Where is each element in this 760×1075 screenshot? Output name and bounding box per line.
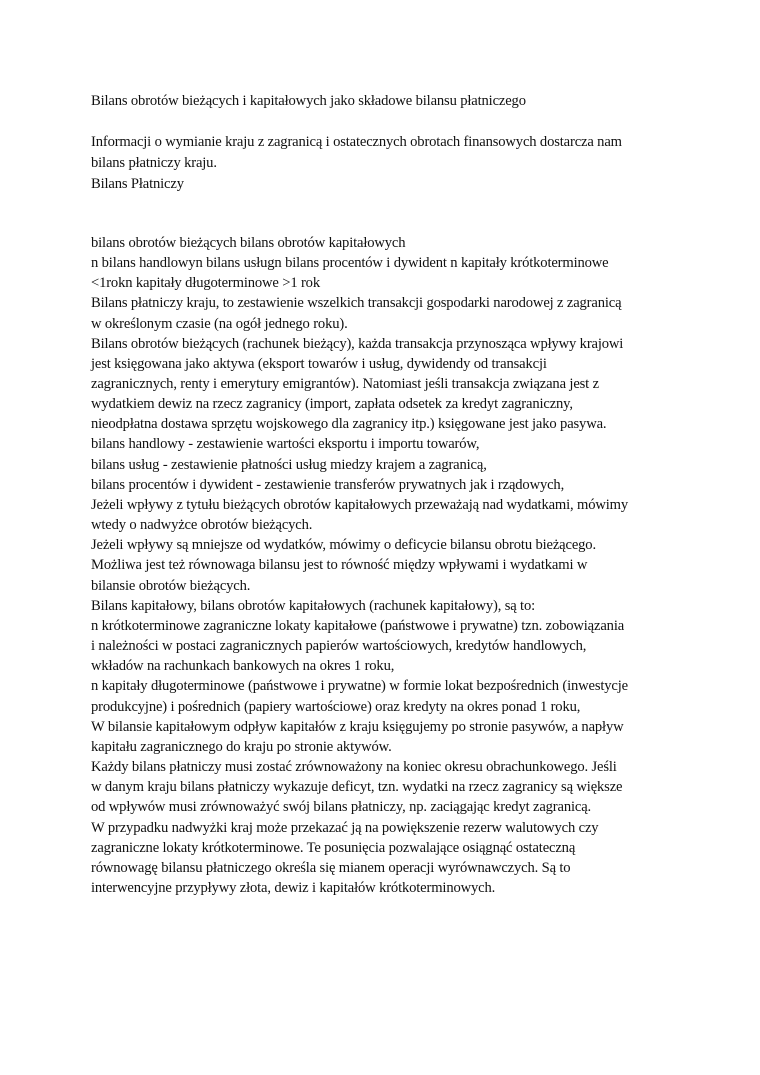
body-line: <1rokn kapitały długoterminowe >1 rok: [91, 275, 320, 291]
body-line: i należności w postaci zagranicznych papierów wartościowych, kredytów handlowych,: [91, 638, 587, 654]
body-line: Możliwa jest też równowaga bilansu jest to równość między wpływami i wydatkami w: [91, 557, 588, 573]
body-line: produkcyjne) i pośrednich (papiery wartościowe) oraz kredyty na okres ponad 1 roku,: [91, 699, 581, 715]
body-line: Bilans kapitałowy, bilans obrotów kapitałowych (rachunek kapitałowy), są to:: [91, 598, 536, 614]
body-line: Bilans płatniczy kraju, to zestawienie wszelkich transakcji gospodarki narodowej z zagranicą: [91, 295, 622, 311]
body-line: wtedy o nadwyżce obrotów bieżących.: [91, 517, 313, 533]
body-line: Bilans obrotów bieżących (rachunek bieżący), każda transakcja przynosząca wpływy krajowi: [91, 336, 624, 352]
body-line: Każdy bilans płatniczy musi zostać zrównoważony na koniec okresu obrachunkowego. Jeśli: [91, 759, 617, 775]
body-line: zagraniczne lokaty krótkoterminowe. Te posunięcia pozwalające osiągnąć ostateczną: [91, 840, 576, 856]
body-line: nieodpłatna dostawa sprzętu wojskowego dla zagranicy itp.) księgowane jest jako pasywa.: [91, 416, 607, 432]
body-line: n bilans handlowyn bilans usługn bilans procentów i dywident n kapitały krótkoterminowe: [91, 255, 609, 271]
intro-line: bilans płatniczy kraju.: [91, 155, 217, 171]
body-line: bilans handlowy - zestawienie wartości eksportu i importu towarów,: [91, 436, 480, 452]
body-line: bilans obrotów bieżących bilans obrotów kapitałowych: [91, 235, 406, 251]
body-line: kapitału zagranicznego do kraju po stronie aktywów.: [91, 739, 392, 755]
body-line: bilans usług - zestawienie płatności usług miedzy krajem a zagranicą,: [91, 457, 487, 473]
body-line: n krótkoterminowe zagraniczne lokaty kapitałowe (państwowe i prywatne) tzn. zobowiązania: [91, 618, 625, 634]
body-line: zagranicznych, renty i emerytury emigrantów). Natomiast jeśli transakcja związana jest z: [91, 376, 599, 392]
body-line: w danym kraju bilans płatniczy wykazuje deficyt, tzn. wydatki na rzecz zagranicy są większe: [91, 779, 623, 795]
body-line: równowagę bilansu płatniczego określa się mianem operacji wyrównawczych. Są to: [91, 860, 571, 876]
body-line: interwencyjne przypływy złota, dewiz i kapitałów krótkoterminowych.: [91, 880, 496, 896]
body-line: W przypadku nadwyżki kraj może przekazać ją na powiększenie rezerw walutowych czy: [91, 820, 599, 836]
body-line: Jeżeli wpływy z tytułu bieżących obrotów kapitałowych przeważają nad wydatkami, mówimy: [91, 497, 629, 513]
body-line: Jeżeli wpływy są mniejsze od wydatków, mówimy o deficycie bilansu obrotu bieżącego.: [91, 537, 596, 553]
body-line: jest księgowana jako aktywa (eksport towarów i usług, dywidendy od transakcji: [91, 356, 547, 372]
document-title: Bilans obrotów bieżących i kapitałowych jako składowe bilansu płatniczego: [91, 93, 526, 109]
body-line: W bilansie kapitałowym odpływ kapitałów z kraju księgujemy po stronie pasywów, a napływ: [91, 719, 624, 735]
body-line: od wpływów musi zrównoważyć swój bilans płatniczy, np. zaciągając kredyt zagranicą.: [91, 799, 592, 815]
body-line: n kapitały długoterminowe (państwowe i prywatne) w formie lokat bezpośrednich (inwestycje: [91, 678, 628, 694]
body-line: bilansie obrotów bieżących.: [91, 578, 251, 594]
section-heading: Bilans Płatniczy: [91, 176, 184, 192]
body-line: wydatkiem dewiz na rzecz zagranicy (import, zapłata odsetek za kredyt zagraniczny,: [91, 396, 573, 412]
body-line: bilans procentów i dywident - zestawienie transferów prywatnych jak i rządowych,: [91, 477, 565, 493]
body-line: wkładów na rachunkach bankowych na okres 1 roku,: [91, 658, 395, 674]
body-line: w określonym czasie (na ogół jednego roku).: [91, 316, 348, 332]
intro-line: Informacji o wymianie kraju z zagranicą i ostatecznych obrotach finansowych dostarcza nam: [91, 134, 622, 150]
